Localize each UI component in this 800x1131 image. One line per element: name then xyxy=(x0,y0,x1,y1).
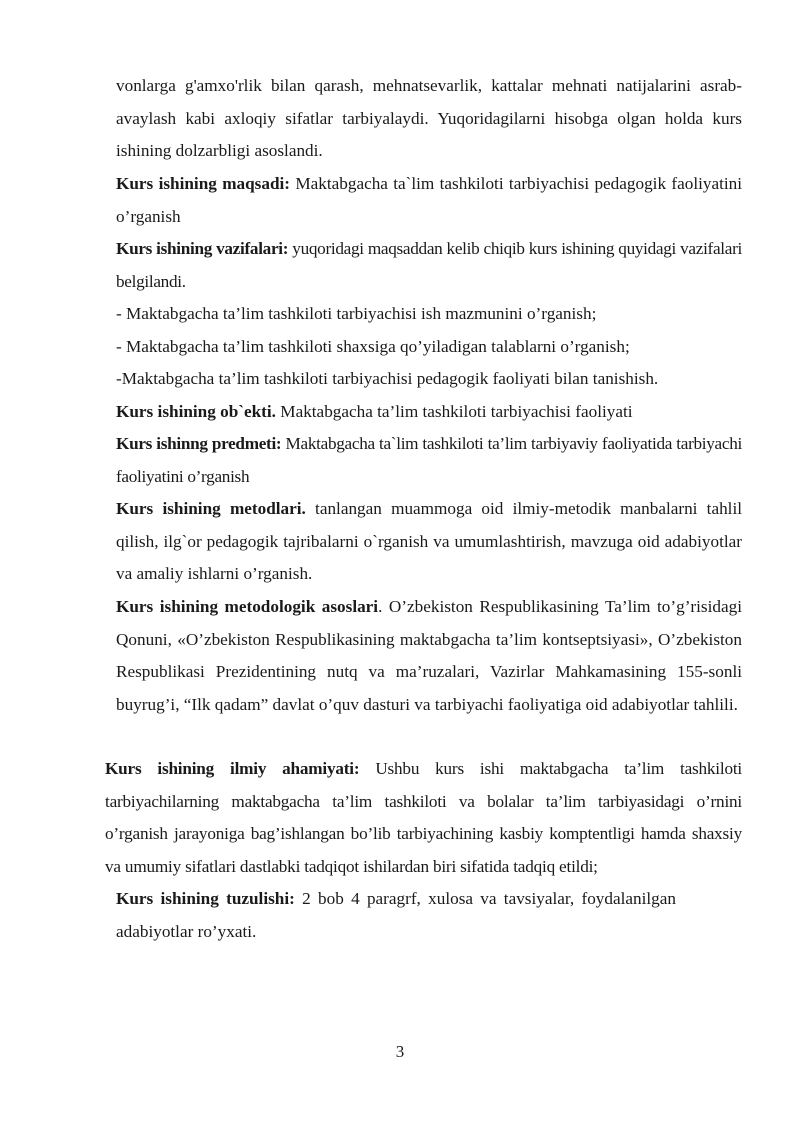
paragraph-tuzulishi xyxy=(116,883,676,948)
paragraph-obekti xyxy=(116,396,742,429)
paragraph-text: Ushbu kurs ishi maktabgacha ta’lim tashkiloti tarbiyachilarning maktabgacha ta’lim tashkiloti va bolalar ta’lim tarbiyasidagi o’rnini o’rganish jarayoniga bag’ishlangan bo’lib tarbiyachining kasbiy komptentligi hamda shaxsiy va umumiy sifatlari dastlabki tadqiqot ishilardan biri sifatida tadqiq etildi; xyxy=(105,759,742,876)
list-item-task-1 xyxy=(116,298,742,331)
paragraph-text: Maktabgacha ta`lim tashkiloti ta’lim tarbiyaviy faoliyatida tarbiyachi faoliyatini o’rganish xyxy=(116,434,742,486)
paragraph-label: Kurs ishining metodlari. xyxy=(116,499,306,518)
paragraph-label: Kurs ishining ilmiy ahamiyati: xyxy=(105,759,360,778)
paragraph-text: Maktabgacha ta’lim tashkiloti tarbiyachisi faoliyati xyxy=(275,402,633,421)
paragraph-vazifalari xyxy=(116,233,742,298)
paragraph-maqsadi xyxy=(116,168,742,233)
paragraph-text: tanlangan muammoga oid ilmiy-metodik manbalarni tahlil qilish, ilg`or pedagogik tajribalarni o`rganish va umumlashtirish, mavzuga oid adabiyotlar va amaliy ishlarni o’rganish. xyxy=(116,499,742,583)
paragraph-label: Kurs ishining metodologik asoslari xyxy=(116,597,379,616)
paragraph-text: - Maktabgacha ta’lim tashkiloti shaxsiga qo’yiladigan talablarni o’rganish; xyxy=(116,337,630,356)
paragraph-intro-continuation xyxy=(116,70,742,168)
paragraph-metodologik-asoslari xyxy=(116,591,742,721)
paragraph-label: Kurs ishining tuzulishi: xyxy=(116,889,295,908)
paragraph-text: . O’zbekiston Respublikasining Ta’lim to’g’risidagi Qonuni, «O’zbekiston Respublikasining maktabgacha ta’lim kontseptsiyasi», O’zbekiston Respublikasi Prezidentining nutq va ma’ruzalari, Vazirlar Mahkamasining 155-sonli buyrug’i, “Ilk qadam” davlat o’quv dasturi va tarbiyachi faoliyatiga oid adabiyotlar tahlili. xyxy=(116,597,742,714)
paragraph-predmeti xyxy=(116,428,742,493)
paragraph-text: yuqoridagi maqsaddan kelib chiqib kurs ishining quyidagi vazifalari belgilandi. xyxy=(116,239,742,291)
paragraph-text: -Maktabgacha ta’lim tashkiloti tarbiyachisi pedagogik faoliyati bilan tanishish. xyxy=(116,369,659,388)
paragraph-label: Kurs ishining ob`ekti. xyxy=(116,402,276,421)
list-item-task-2 xyxy=(116,331,742,364)
paragraph-ilmiy-ahamiyati xyxy=(105,753,742,883)
paragraph-metodlari xyxy=(116,493,742,591)
paragraph-label: Kurs ishinng predmeti: xyxy=(116,434,282,453)
paragraph-label: Kurs ishining maqsadi: xyxy=(116,174,291,193)
paragraph-text: vonlarga g'amxo'rlik bilan qarash, mehnatsevarlik, kattalar mehnati natijalarini asrab-avaylash kabi axloqiy sifatlar tarbiyalaydi. Yuqoridagilarni hisobga olgan holda kurs ishining dolzarbligi asoslandi. xyxy=(116,76,742,160)
paragraph-text: Maktabgacha ta`lim tashkiloti tarbiyachisi pedagogik faoliyatini o’rganish xyxy=(116,174,743,226)
paragraph-label: Kurs ishining vazifalari: xyxy=(116,239,289,258)
list-item-task-3 xyxy=(116,363,742,396)
paragraph-text: 2 bob 4 paragrf, xulosa va tavsiyalar, foydalanilgan adabiyotlar ro’yxati. xyxy=(116,889,676,941)
page-number: 3 xyxy=(395,1042,405,1061)
paragraph-text: - Maktabgacha ta’lim tashkiloti tarbiyachisi ish mazmunini o’rganish; xyxy=(116,304,597,323)
